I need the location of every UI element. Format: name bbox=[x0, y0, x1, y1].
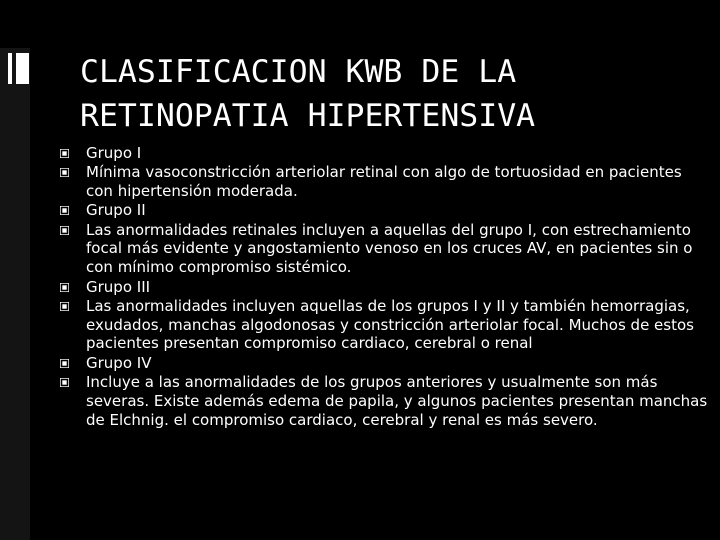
square-bullet-icon bbox=[60, 302, 69, 311]
accent-mark-small bbox=[8, 53, 12, 84]
list-item-text: Las anormalidades incluyen aquellas de los grupos I y II y también hemorragias, exudados, manchas algodonosas y constricción arteriolar focal. Muchos de estos pacientes presentan compromiso cardiaco, cerebral o renal bbox=[86, 296, 694, 353]
list-item-text: Incluye a las anormalidades de los grupos anteriores y usualmente son más severas. Existe además edema de papila, y algunos pacientes presentan manchas de Elchnig. el compromiso cardiaco, cerebral y renal es más severo. bbox=[86, 373, 708, 429]
list-item-text: Grupo II bbox=[86, 201, 146, 220]
list-item bbox=[60, 201, 712, 220]
accent-bar bbox=[0, 48, 30, 540]
square-bullet-icon bbox=[60, 168, 69, 177]
list-item-text: Grupo I bbox=[86, 144, 142, 162]
list-item bbox=[60, 163, 712, 201]
list-item bbox=[60, 373, 712, 429]
list-item bbox=[60, 221, 712, 277]
square-bullet-icon bbox=[60, 206, 69, 215]
bullet-list bbox=[60, 144, 712, 430]
accent-mark-big bbox=[16, 53, 29, 84]
list-item bbox=[60, 144, 712, 163]
list-item-text: Las anormalidades retinales incluyen a aquellas del grupo I, con estrechamiento focal más evidente y angostamiento venoso en los cruces AV, en pacientes sin o con mínimo compromiso sistémico. bbox=[86, 220, 693, 277]
list-item bbox=[60, 278, 712, 297]
list-item-text: Grupo IV bbox=[86, 353, 152, 372]
list-item-text: Grupo III bbox=[86, 277, 151, 296]
square-bullet-icon bbox=[60, 149, 69, 158]
slide-title: CLASIFICACION KWB DE LA RETINOPATIA HIPERTENSIVA bbox=[80, 54, 536, 134]
list-item bbox=[60, 297, 712, 353]
square-bullet-icon bbox=[60, 226, 69, 235]
list-item-text: Mínima vasoconstricción arteriolar retinal con algo de tortuosidad en pacientes con hipertensión moderada. bbox=[86, 163, 682, 201]
list-item bbox=[60, 354, 712, 373]
square-bullet-icon bbox=[60, 378, 69, 387]
square-bullet-icon bbox=[60, 283, 69, 292]
square-bullet-icon bbox=[60, 359, 69, 368]
